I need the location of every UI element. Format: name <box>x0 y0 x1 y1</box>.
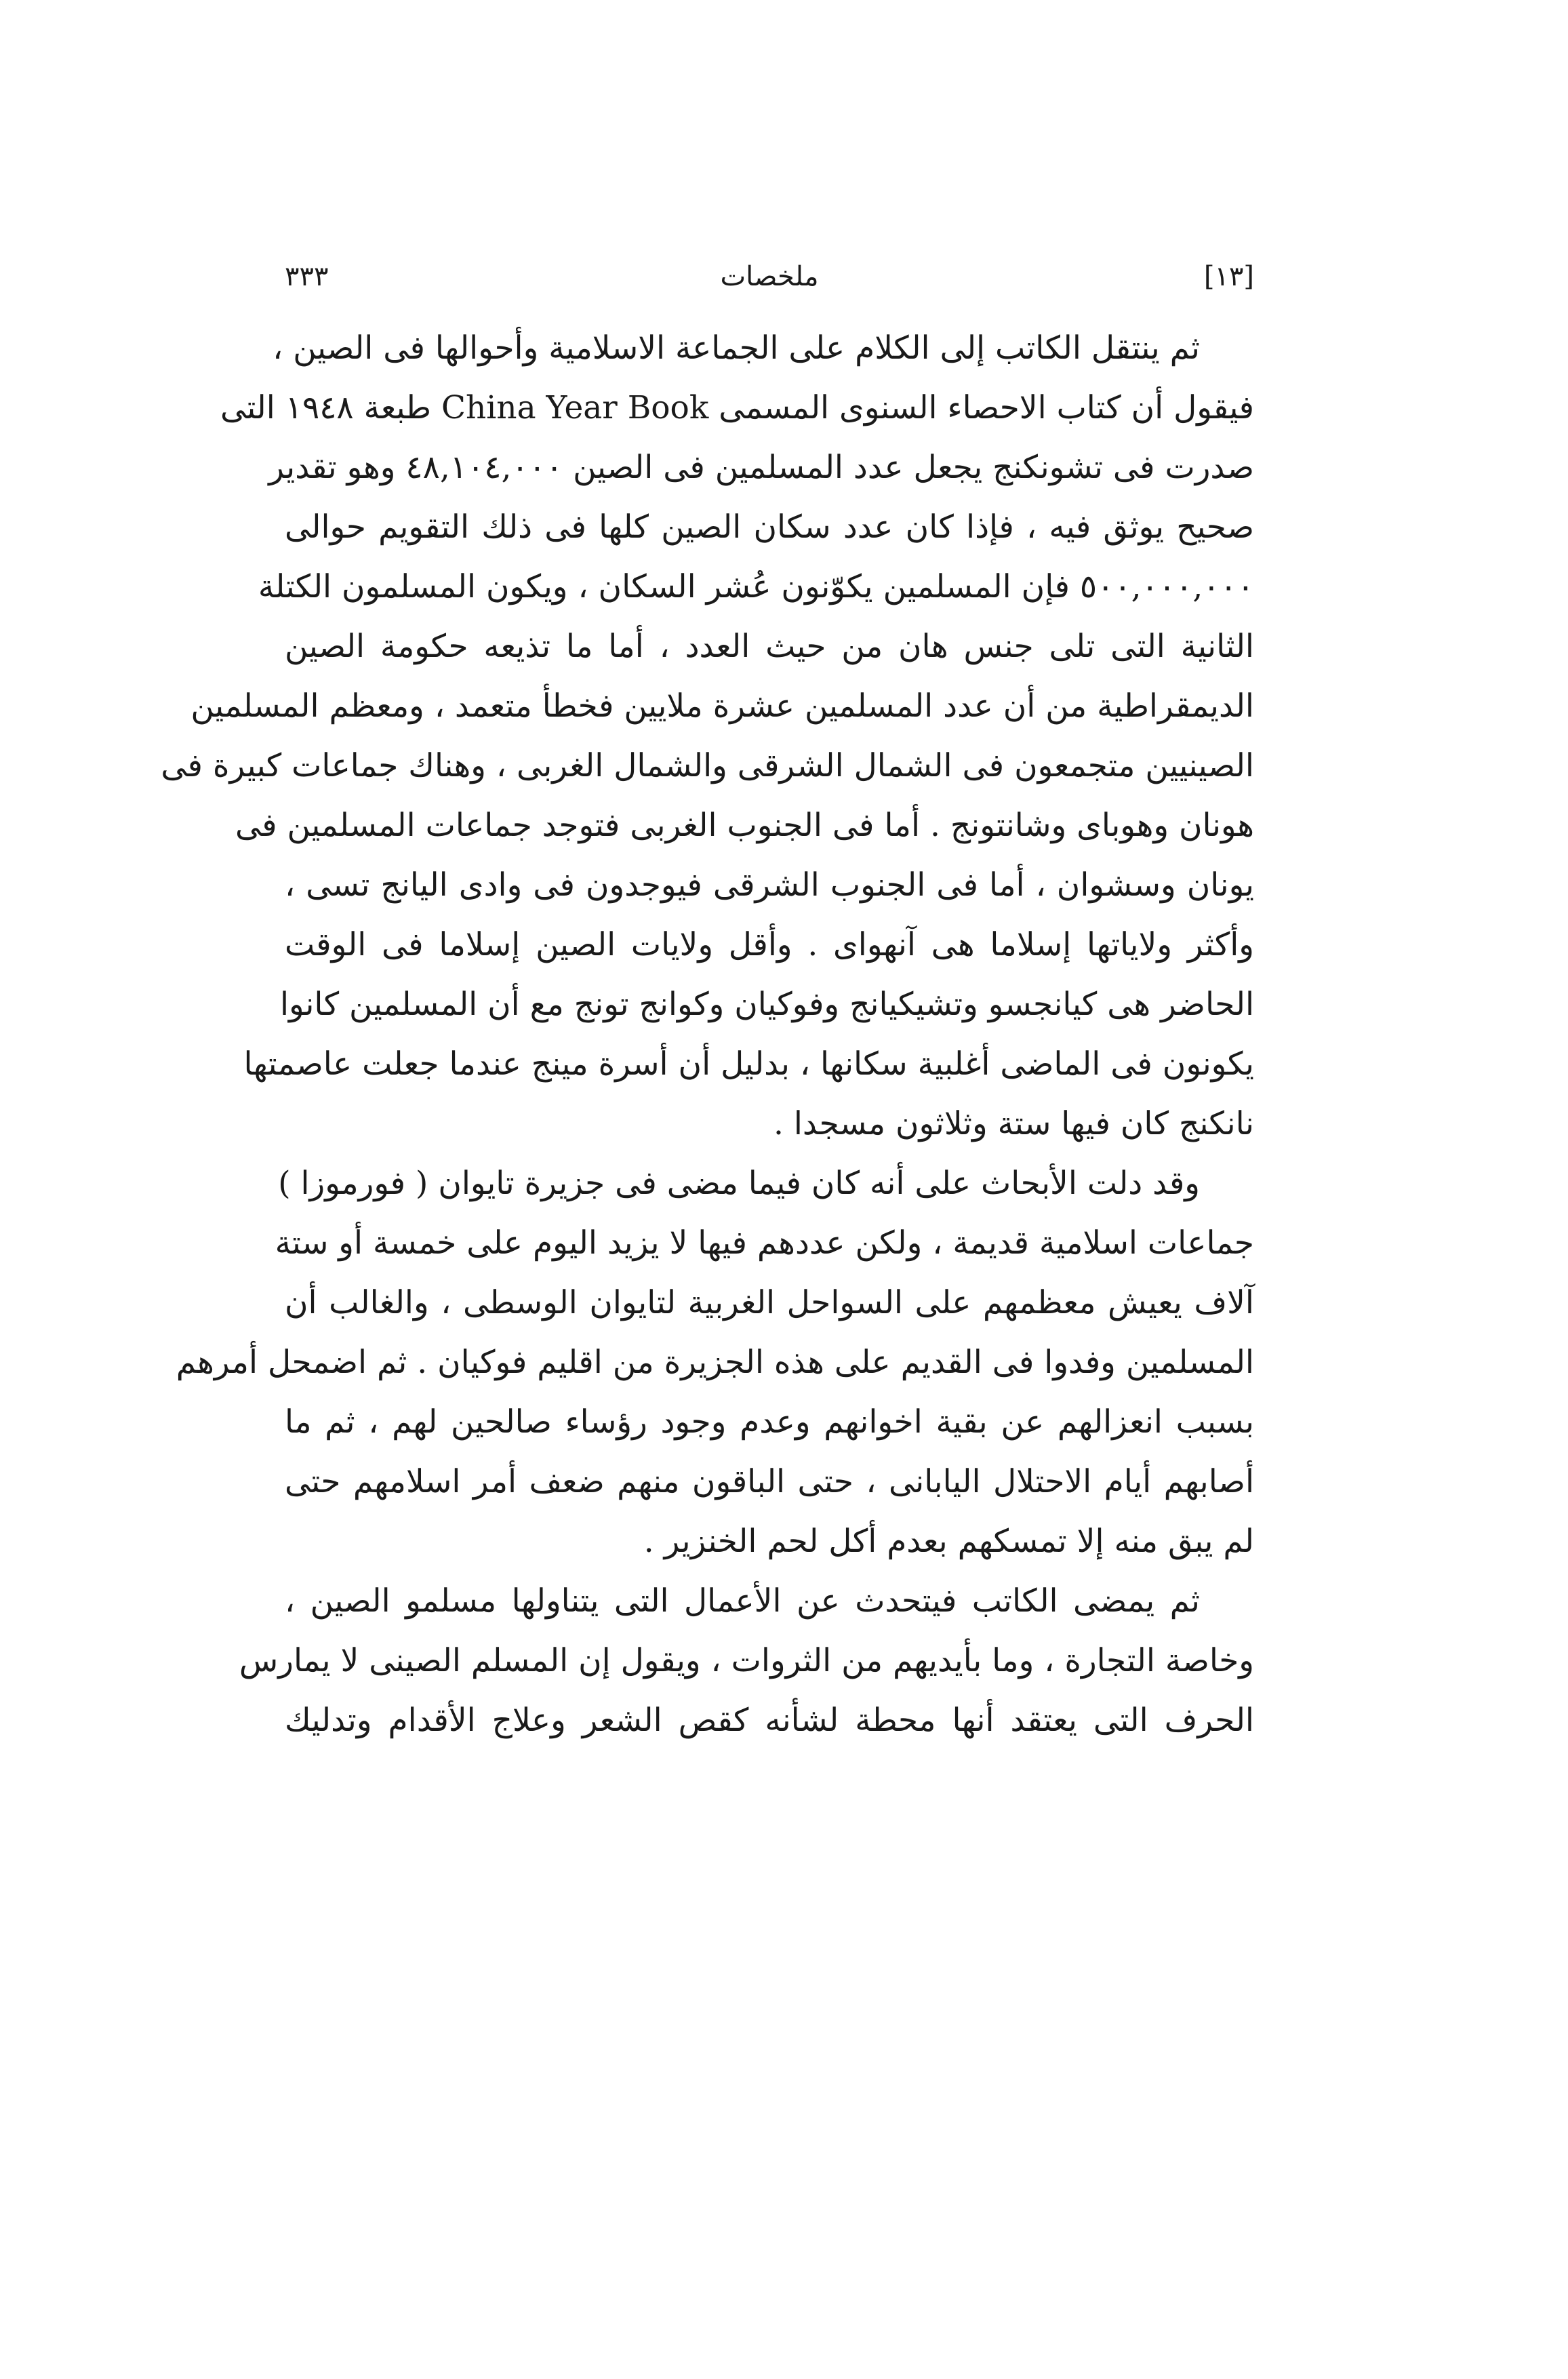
text-line: الحاضر هى كيانجسو وتشيكيانج وفوكيان وكوانج تونج مع أن المسلمين كانوا <box>279 986 1254 1023</box>
text-line: فيقول أن كتاب الاحصاء السنوى المسمى China Year Book طبعة ١٩٤٨ التى <box>220 389 1254 426</box>
text-line: جماعات اسلامية قديمة ، ولكن عددهم فيها لا يزيد اليوم على خمسة أو ستة <box>275 1224 1254 1262</box>
text-line: بسبب انعزالهم عن بقية اخوانهم وعدم وجود رؤساء صالحين لهم ، ثم ما <box>285 1403 1254 1441</box>
paragraph <box>239 1572 1254 1751</box>
running-title: ملخصات <box>720 261 819 292</box>
text-line: الديمقراطية من أن عدد المسلمين عشرة ملايين فخطأ متعمد ، ومعظم المسلمين <box>190 687 1254 725</box>
text-line: صحيح يوثق فيه ، فإذا كان عدد سكان الصين كلها فى ذلك التقويم حوالى <box>285 508 1254 546</box>
paragraph <box>176 1154 1254 1572</box>
text-line: المسلمين وفدوا فى القديم على هذه الجزيرة من اقليم فوكيان . ثم اضمحل أمرهم <box>176 1344 1254 1381</box>
text-line: نانكنج كان فيها ستة وثلاثون مسجدا . <box>773 1105 1254 1142</box>
text-line: الحرف التى يعتقد أنها محطة لشأنه كقص الشعر وعلاج الأقدام وتدليك <box>285 1702 1254 1739</box>
text-line: لم يبق منه إلا تمسكهم بعدم أكل لحم الخنزير . <box>643 1523 1254 1560</box>
paragraph <box>161 319 1254 1154</box>
text-line: وقد دلت الأبحاث على أنه كان فيما مضى فى جزيرة تايوان ( فورموزا ) <box>278 1165 1200 1202</box>
text-line: ٥٠٠,٠٠٠,٠٠٠ فإن المسلمين يكوّنون عُشر السكان ، ويكون المسلمون الكتلة <box>258 568 1254 605</box>
text-line: ثم ينتقل الكاتب إلى الكلام على الجماعة الاسلامية وأحوالها فى الصين ، <box>273 329 1200 367</box>
text-line: يونان وسشوان ، أما فى الجنوب الشرقى فيوجدون فى وادى اليانج تسى ، <box>285 866 1254 904</box>
text-line: هونان وهوباى وشانتونج . أما فى الجنوب الغربى فتوجد جماعات المسلمين فى <box>235 807 1254 844</box>
section-number: [١٣] <box>1203 261 1254 292</box>
text-line: وخاصة التجارة ، وما بأيديهم من الثروات ، ويقول إن المسلم الصينى لا يمارس <box>239 1642 1254 1679</box>
text-line: الثانية التى تلى جنس هان من حيث العدد ، أما ما تذيعه حكومة الصين <box>285 628 1254 665</box>
text-line: أصابهم أيام الاحتلال اليابانى ، حتى الباقون منهم ضعف أمر اسلامهم حتى <box>285 1463 1254 1500</box>
page-header <box>285 261 1254 308</box>
text-line: آلاف يعيش معظمهم على السواحل الغربية لتايوان الوسطى ، والغالب أن <box>285 1284 1254 1321</box>
text-body <box>161 319 1254 1751</box>
text-line: صدرت فى تشونكنج يجعل عدد المسلمين فى الصين ٤٨,١٠٤,٠٠٠ وهو تقدير <box>268 449 1254 486</box>
text-line: وأكثر ولاياتها إسلاما هى آنهواى . وأقل ولايات الصين إسلاما فى الوقت <box>285 926 1254 963</box>
text-line: ثم يمضى الكاتب فيتحدث عن الأعمال التى يتناولها مسلمو الصين ، <box>285 1582 1200 1620</box>
page-number: ٣٣٣ <box>285 261 329 292</box>
text-line: يكونون فى الماضى أغلبية سكانها ، بدليل أن أسرة مينج عندما جعلت عاصمتها <box>243 1045 1254 1083</box>
text-line: الصينيين متجمعون فى الشمال الشرقى والشمال الغربى ، وهناك جماعات كبيرة فى <box>161 747 1254 784</box>
